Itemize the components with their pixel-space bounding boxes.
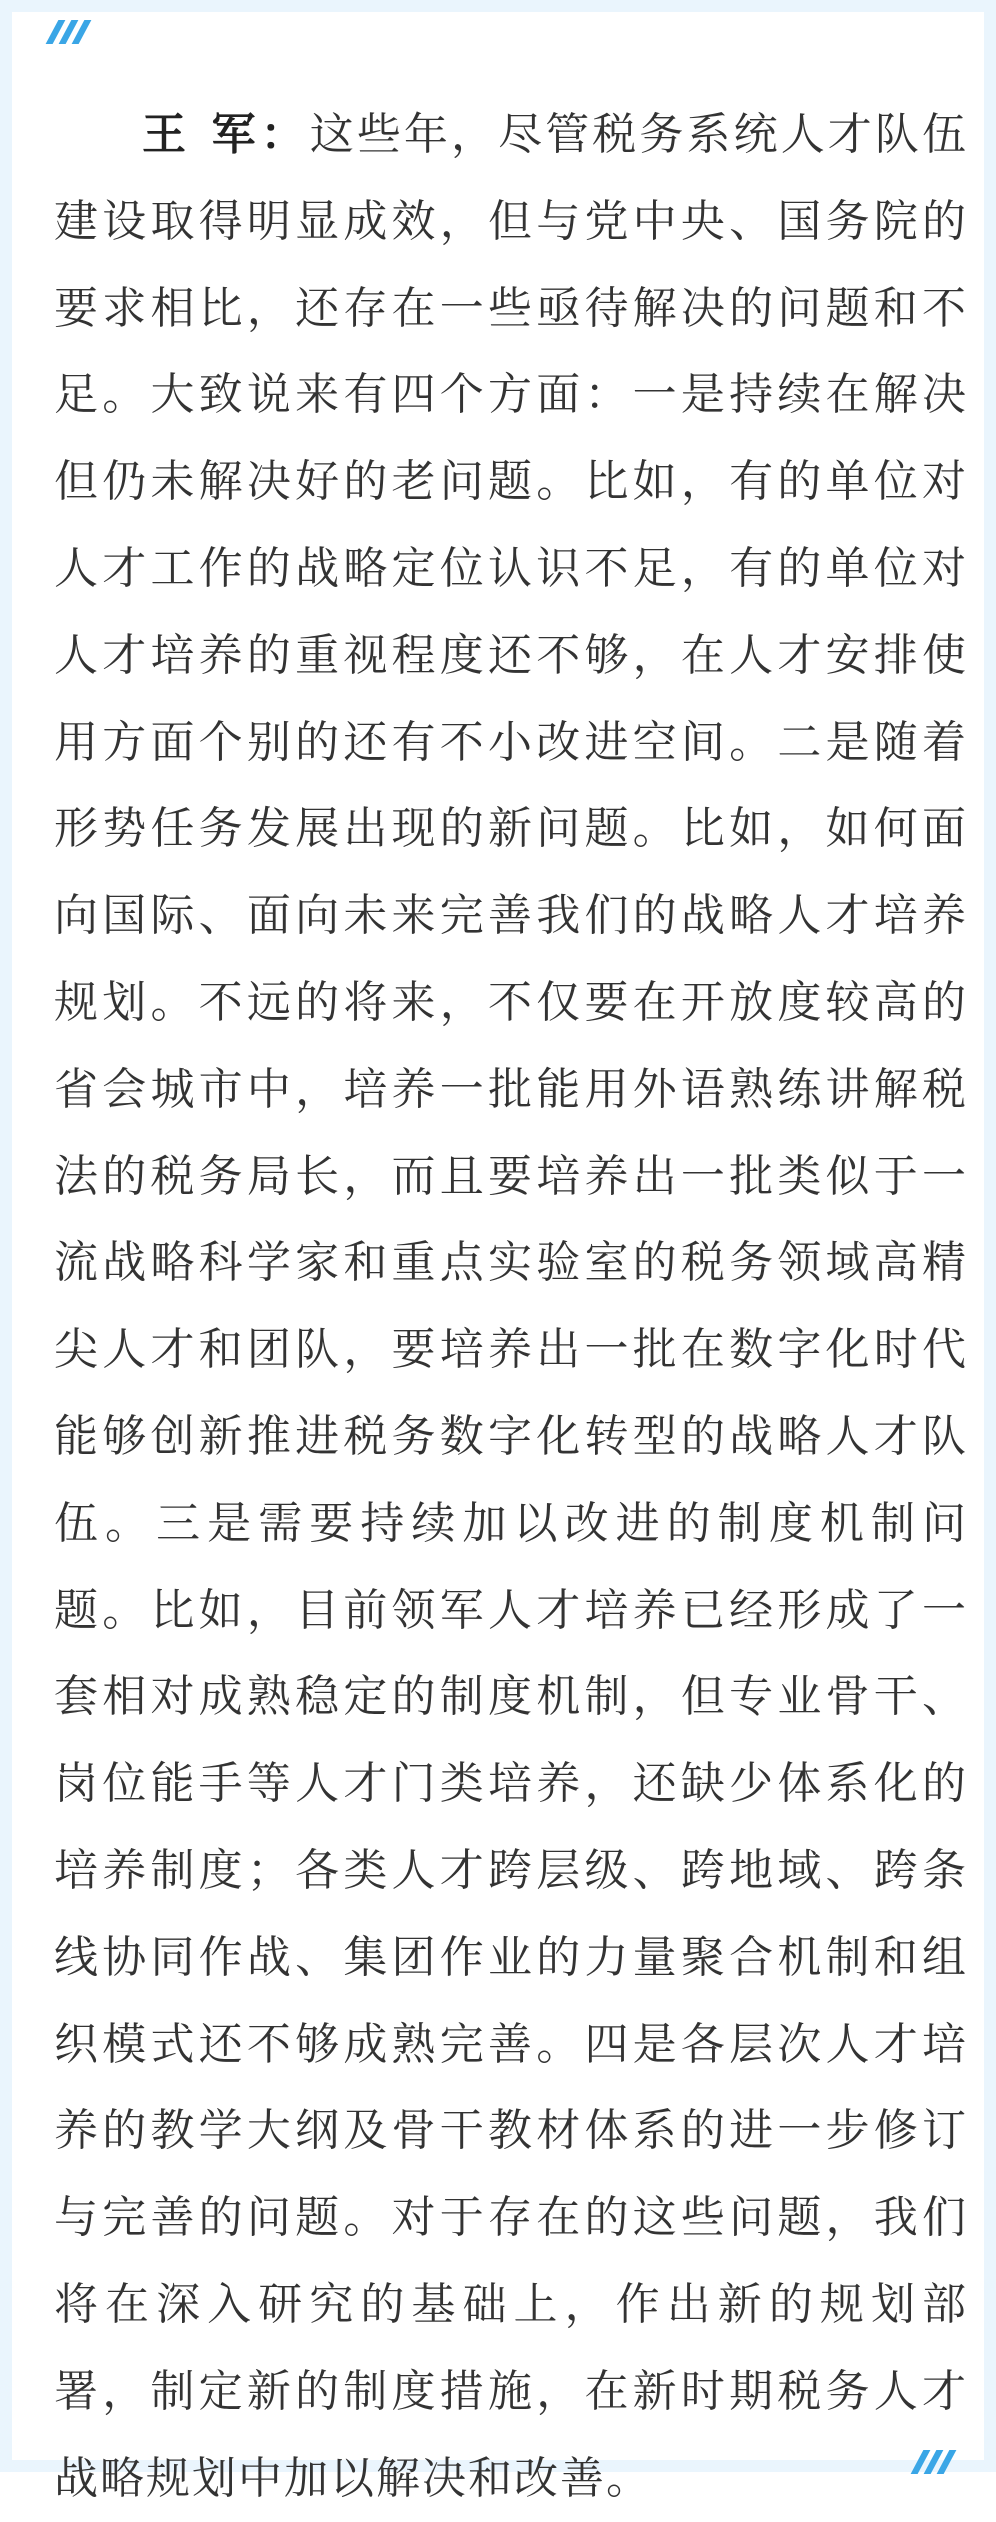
- triple-slash-icon: [917, 2450, 950, 2474]
- article-paragraph: [54, 92, 968, 2522]
- article-body: 这些年，尽管税务系统人才队伍建设取得明显成效，但与党中央、国务院的要求相比，还存在一些亟待解决的问题和不足。大致说来有四个方面：一是持续在解决但仍未解决好的老问题。比如，有的单位对人才工作的战略定位认识不足，有的单位对人才培养的重视程度还不够，在人才安排使用方面个别的还有不小改进空间。二是随着形势任务发展出现的新问题。比如，如何面向国际、面向未来完善我们的战略人才培养规划。不远的将来，不仅要在开放度较高的省会城市中，培养一批能用外语熟练讲解税法的税务局长，而且要培养出一批类似于一流战略科学家和重点实验室的税务领域高精尖人才和团队，要培养出一批在数字化时代能够创新推进税务数字化转型的战略人才队伍。三是需要持续加以改进的制度机制问题。比如，目前领军人才培养已经形成了一套相对成熟稳定的制度机制，但专业骨干、岗位能手等人才门类培养，还缺少体系化的培养制度；各类人才跨层级、跨地域、跨条线协同作战、集团作业的力量聚合机制和组织模式还不够成熟完善。四是各层次人才培养的教学大纲及骨干教材体系的进一步修订与完善的问题。对于存在的这些问题，我们将在深入研究的基础上，作出新的规划部署，制定新的制度措施，在新时期税务人才战略规划中加以解决和改善。: [54, 109, 968, 2504]
- speaker-name: 王 军：: [142, 109, 310, 160]
- triple-slash-icon: [52, 20, 85, 44]
